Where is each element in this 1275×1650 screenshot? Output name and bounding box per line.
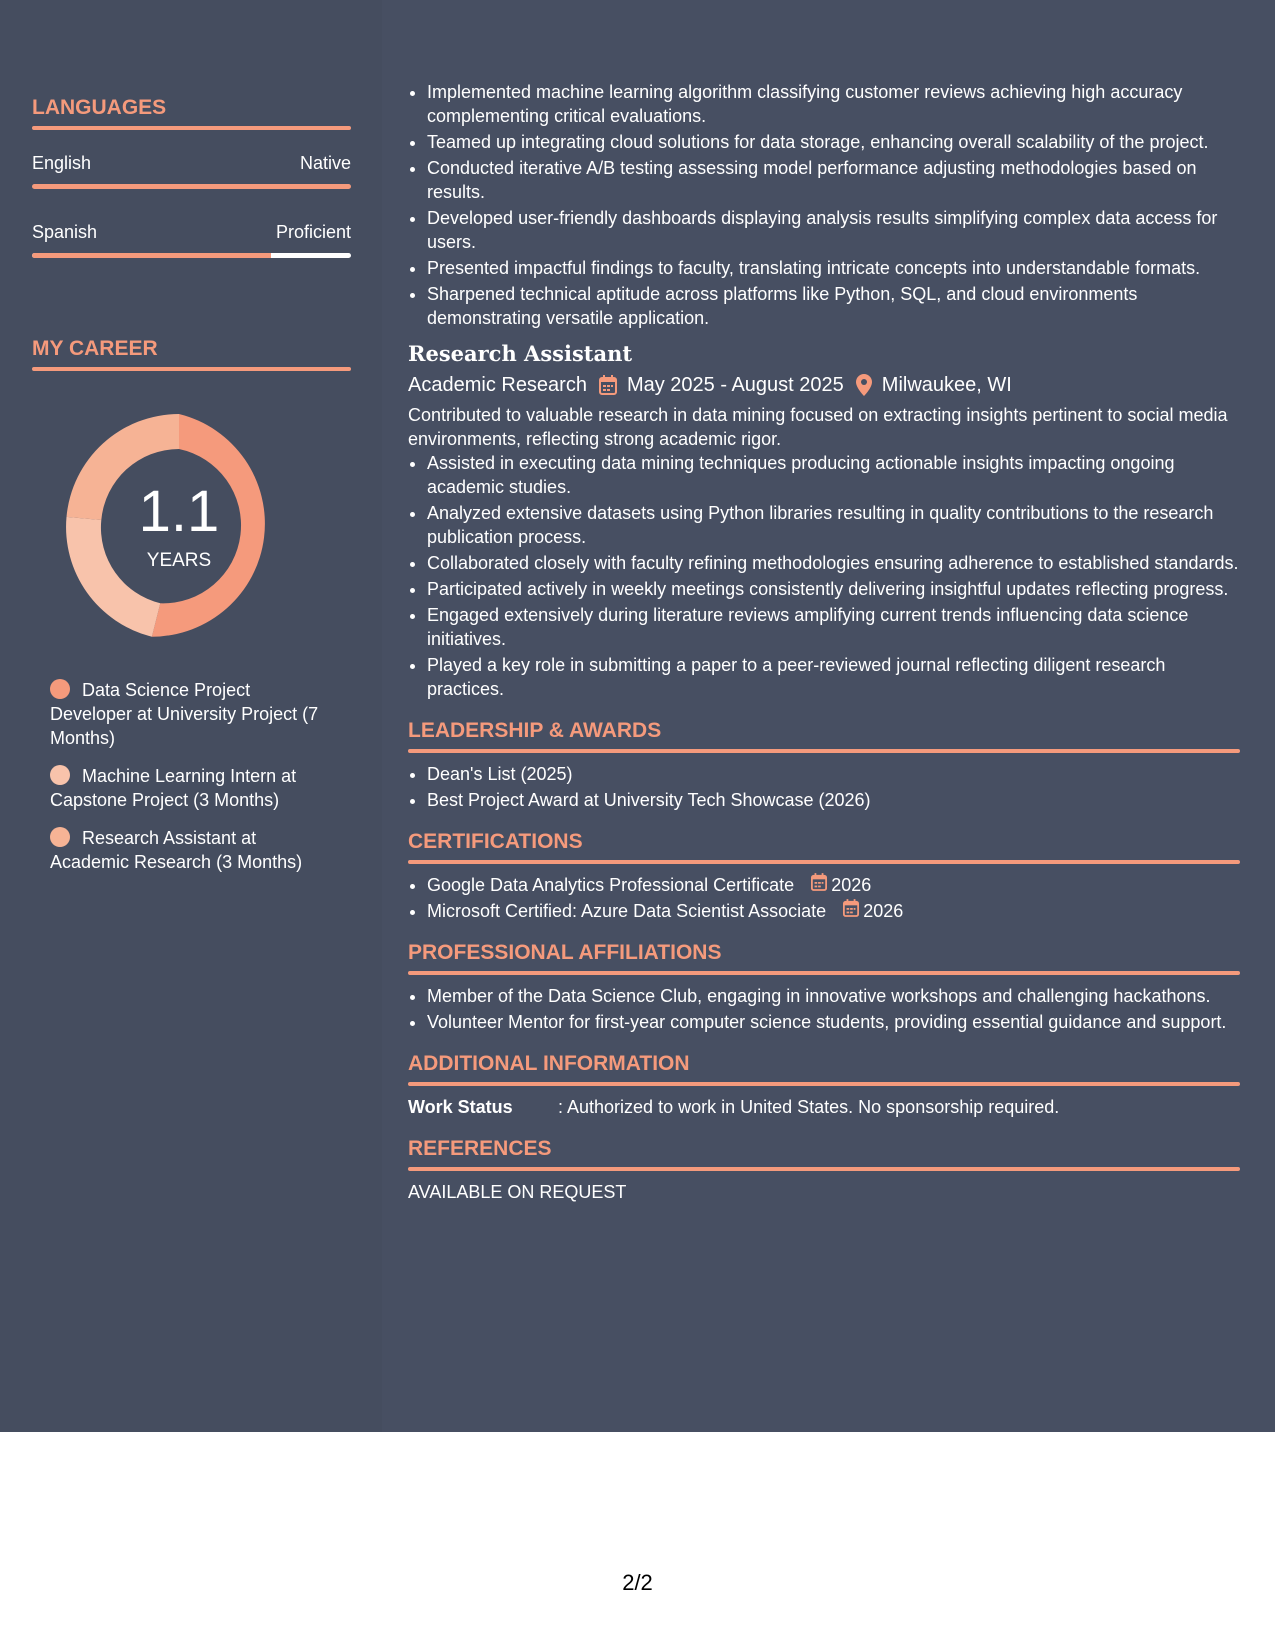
additional-info-heading: ADDITIONAL INFORMATION [408,1052,690,1075]
leadership-heading: LEADERSHIP & AWARDS [408,719,662,742]
certification-name: Google Data Analytics Professional Certificate [427,875,795,895]
additional-info-rule [408,1082,1240,1086]
job-meta [408,373,1240,397]
affiliations-heading: PROFESSIONAL AFFILIATIONS [408,941,722,964]
legend-label: Machine Learning Intern at Capstone Project (3 Months) [50,766,297,810]
language-name: Spanish [32,222,98,242]
language-level: Proficient [275,222,351,242]
career-donut-label [66,414,292,640]
leadership-rule [408,749,1240,753]
legend-dot-icon [50,827,70,847]
certification-year: 2026 [831,875,872,895]
references-rule [408,1167,1240,1171]
career-rule [32,367,351,371]
bullet-item: • Participated actively in weekly meetings consistently delivering insightful updates reflecting progress. [427,577,1240,601]
career-legend-item [50,678,330,750]
affiliations-list [408,984,1240,1034]
certifications-list [408,873,1240,923]
language-level: Native [299,153,351,173]
certification-item [427,873,1240,897]
certification-date [811,873,871,897]
career-heading: MY CAREER [32,337,158,360]
language-row-spanish [32,222,351,246]
certification-item [427,899,1240,923]
job-company: Academic Research [408,374,587,396]
left-sidebar [0,0,382,1432]
affiliations-rule [408,971,1240,975]
career-total-years: 1.1 [138,479,220,544]
references-heading: REFERENCES [408,1137,552,1160]
work-status-label: Work Status [408,1097,513,1117]
bullet-item: • Analyzed extensive datasets using Python libraries resulting in quality contributions to the research publication process. [427,501,1240,549]
bullet-item: • Assisted in executing data mining techniques producing actionable insights impacting ongoing academic studies. [427,451,1240,499]
affiliation-item: • Member of the Data Science Club, engaging in innovative workshops and challenging hackathons. [427,984,1240,1008]
certification-name: Microsoft Certified: Azure Data Scientist Associate [427,901,827,921]
bullet-item: • Teamed up integrating cloud solutions for data storage, enhancing overall scalability of the project. [427,130,1240,154]
calendar-icon [811,873,831,897]
calendar-icon [599,375,617,395]
references-text: AVAILABLE ON REQUEST [408,1182,627,1202]
job-title: Research Assistant [408,341,633,366]
affiliation-item: • Volunteer Mentor for first-year computer science students, providing essential guidance and support. [427,1010,1240,1034]
certifications-heading: CERTIFICATIONS [408,830,583,853]
page-number: 2/2 [622,1570,653,1595]
bullet-item: • Sharpened technical aptitude across platforms like Python, SQL, and cloud environments demonstrating versatile application. [427,282,1240,330]
legend-label: Research Assistant at Academic Research (3 Months) [50,828,303,872]
award-item: • Best Project Award at University Tech Showcase (2026) [427,788,1240,812]
language-bar-fill [32,253,271,258]
bullet-item: • Developed user-friendly dashboards displaying analysis results simplifying complex data access for users. [427,206,1240,254]
certification-date [843,899,903,923]
award-item: • Dean's List (2025) [427,762,1240,786]
bullet-item: • Engaged extensively during literature reviews amplifying current trends influencing data science initiatives. [427,603,1240,651]
language-name: English [32,153,92,173]
career-legend-item [50,826,330,874]
career-legend-item [50,764,330,812]
job-dates: May 2025 - August 2025 [626,374,844,396]
languages-heading: LANGUAGES [32,96,167,119]
bullet-item: • Implemented machine learning algorithm classifying customer reviews achieving high accuracy complementing critical evaluations. [427,80,1240,128]
language-row-english [32,153,351,177]
calendar-icon [843,899,863,923]
work-status-row [408,1095,1240,1119]
map-pin-icon [856,374,872,396]
main-content [408,80,1240,1204]
legend-dot-icon [50,765,70,785]
leadership-list [408,762,1240,812]
bullet-item: • Played a key role in submitting a paper to a peer-reviewed journal reflecting diligent research practices. [427,653,1240,701]
career-total-unit: YEARS [146,550,212,571]
job-summary: Contributed to valuable research in data mining focused on extracting insights pertinent to social media environments, reflecting strong academic rigor. [408,405,1228,449]
language-bar-fill [32,184,351,189]
bullet-item: • Conducted iterative A/B testing assessing model performance adjusting methodologies based on results. [427,156,1240,204]
certifications-rule [408,860,1240,864]
work-status-value: : Authorized to work in United States. No sponsorship required. [558,1097,1060,1117]
language-bar-spanish [32,253,351,258]
research-job-bullets [408,451,1240,701]
prev-job-bullets [408,80,1240,330]
language-bar-english [32,184,351,189]
certification-year: 2026 [863,901,904,921]
bullet-item: • Collaborated closely with faculty refining methodologies ensuring adherence to established standards. [427,551,1240,575]
legend-dot-icon [50,679,70,699]
languages-rule [32,126,351,130]
bullet-item: • Presented impactful findings to faculty, translating intricate concepts into understandable formats. [427,256,1240,280]
legend-label: Data Science Project Developer at University Project (7 Months) [50,680,319,748]
job-location: Milwaukee, WI [881,374,1012,396]
